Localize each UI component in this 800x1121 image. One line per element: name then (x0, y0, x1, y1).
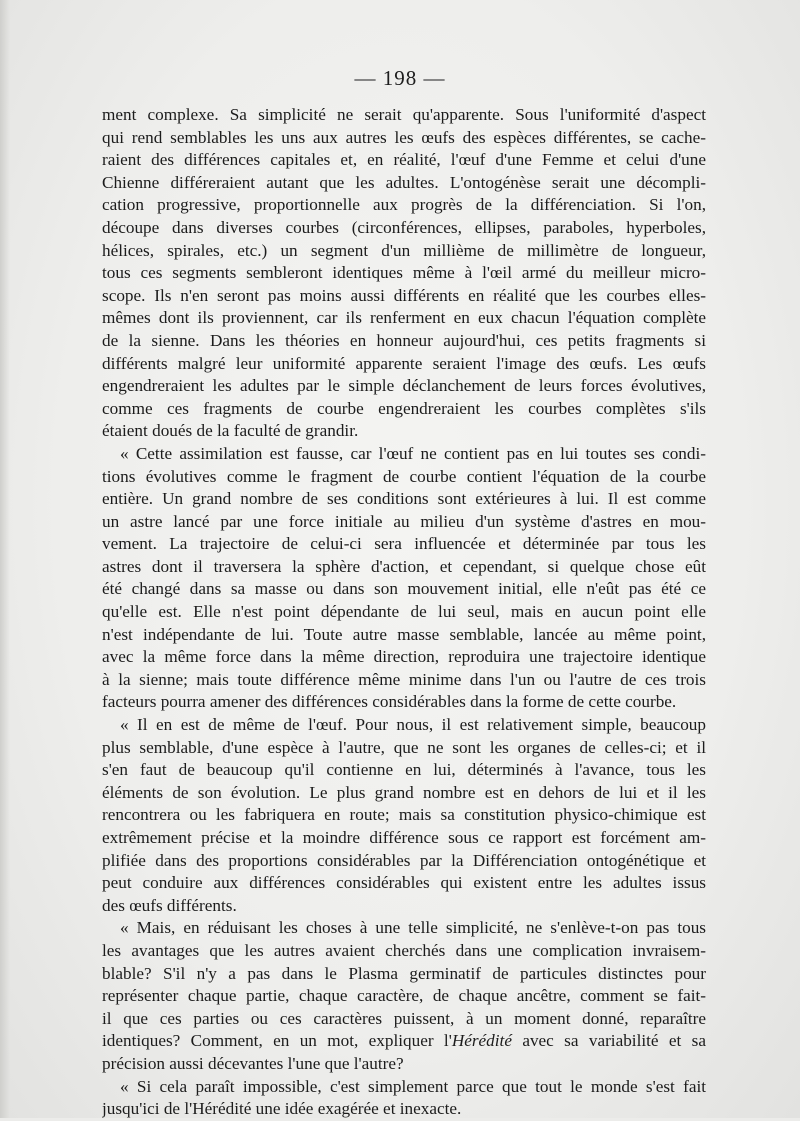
text-line: jusqu'ici de l'Hérédité une idée exagérée et inexacte. (102, 1099, 462, 1119)
page-edge-shadow (0, 0, 10, 1118)
text-line: précision aussi décevantes l'une que l'autre? (102, 1053, 404, 1073)
text-line: tions évolutives comme le fragment de courbe contient l'équation de la courbe (102, 466, 706, 486)
text-line: blable? S'il n'y a pas dans le Plasma germinatif de particules distinctes pour (102, 963, 706, 983)
text-line: « Cette assimilation est fausse, car l'œuf ne contient pas en lui toutes ses condi- (120, 443, 706, 463)
text-line: représenter chaque partie, chaque caractère, de chaque ancêtre, comment se fait- (102, 986, 706, 1006)
text-line: astres dont il traversera la sphère d'action, et cependant, si quelque chose eût (102, 556, 706, 576)
text-line: scope. Ils n'en seront pas moins aussi différents en réalité que les courbes elles- (102, 285, 706, 305)
text-line: mêmes dont ils proviennent, car ils renferment en eux chacun l'équation complète (102, 308, 706, 328)
text-line: qu'elle est. Elle n'est point dépendante de lui seul, mais en aucun point elle (102, 602, 706, 622)
text-line (102, 1030, 706, 1053)
text-line: n'est indépendante de lui. Toute autre masse semblable, lancée au même point, (102, 624, 706, 644)
text-line-segment: avec sa variabilité et sa (511, 1031, 706, 1051)
text-line: été changé dans sa masse ou dans son mouvement initial, elle n'eût pas été ce (102, 579, 706, 599)
text-line: peut conduire aux différences considérables qui existent entre les adultes issus (102, 873, 706, 893)
text-line: à la sienne; mais toute différence même minime dans l'un ou l'autre de ces trois (102, 669, 706, 689)
text-line: les avantages que les autres avaient cherchés dans une complication invraisem- (102, 940, 706, 960)
text-line: entière. Un grand nombre de ses conditions sont extérieures à lui. Il est comme (102, 489, 706, 509)
text-line: plifiée dans des proportions considérables par la Différenciation ontogénétique et (102, 850, 706, 870)
text-line: extrêmement précise et la moindre différence sous ce rapport est forcément am- (102, 828, 706, 847)
text-line: vement. La trajectoire de celui-ci sera influencée et déterminée par tous les (102, 534, 706, 554)
text-line: qui rend semblables les uns aux autres les œufs des espèces différentes, se cache- (102, 127, 706, 147)
text-line-segment: identiques? Comment, en un mot, expliquer l' (102, 1031, 452, 1051)
text-line: il que ces parties ou ces caractères puissent, à un moment donné, reparaître (102, 1008, 706, 1028)
text-line: facteurs pourra amener des différences considérables dans la forme de cette courbe. (102, 692, 677, 712)
italic-term: Hérédité (451, 1031, 512, 1051)
text-line: plus semblable, d'une espèce à l'autre, que ne sont les organes de celles-ci; et il (102, 737, 706, 757)
text-line: Chienne différeraient autant que les adultes. L'ontogénèse serait une décompli- (102, 172, 706, 192)
text-line: différents malgré leur uniformité apparente seraient l'image des œufs. Les œufs (102, 353, 706, 373)
page-number: — 198 — (354, 66, 446, 90)
text-line: « Si cela paraît impossible, c'est simplement parce que tout le monde s'est fait (120, 1076, 706, 1096)
text-line: comme ces fragments de courbe engendreraient les courbes complètes s'ils (102, 398, 706, 418)
text-line: rencontrera ou les fabriquera en route; mais sa constitution physico-chimique est (102, 805, 706, 825)
text-line: hélices, spirales, etc.) un segment d'un millième de millimètre de longueur, (102, 240, 706, 260)
text-line: « Mais, en réduisant les choses à une telle simplicité, ne s'enlève-t-on pas tous (120, 918, 706, 938)
text-line: de la sienne. Dans les théories en honneur aujourd'hui, ces petits fragments si (102, 330, 706, 350)
text-line: un astre lancé par une force initiale au milieu d'un système d'astres en mou- (102, 511, 706, 531)
text-line: tous ces segments sembleront identiques même à l'œil armé du meilleur micro- (102, 263, 706, 283)
text-line: éléments de son évolution. Le plus grand nombre est en dehors de lui et il les (102, 782, 706, 802)
text-line: cation progressive, proportionnelle aux progrès de la différenciation. Si l'on, (102, 195, 706, 215)
body-text (102, 104, 706, 1121)
text-line: des œufs différents. (102, 895, 237, 915)
text-line: étaient doués de la faculté de grandir. (102, 421, 359, 441)
text-line: découpe dans diverses courbes (circonférences, ellipses, paraboles, hyperboles, (102, 217, 706, 237)
text-line: ment complexe. Sa simplicité ne serait qu'apparente. Sous l'uniformité d'aspect (102, 105, 706, 124)
text-line: « Il en est de même de l'œuf. Pour nous, il est relativement simple, beaucoup (120, 715, 706, 735)
text-line: raient des différences capitales et, en réalité, l'œuf d'une Femme et celui d'une (102, 150, 706, 170)
text-line: avec la même force dans la même direction, reproduira une trajectoire identique (102, 647, 706, 667)
text-line: s'en faut de beaucoup qu'il contienne en lui, déterminés à l'avance, tous les (102, 760, 706, 780)
text-line: engendreraient les adultes par le simple déclanchement de leurs forces évolutives, (102, 376, 706, 396)
